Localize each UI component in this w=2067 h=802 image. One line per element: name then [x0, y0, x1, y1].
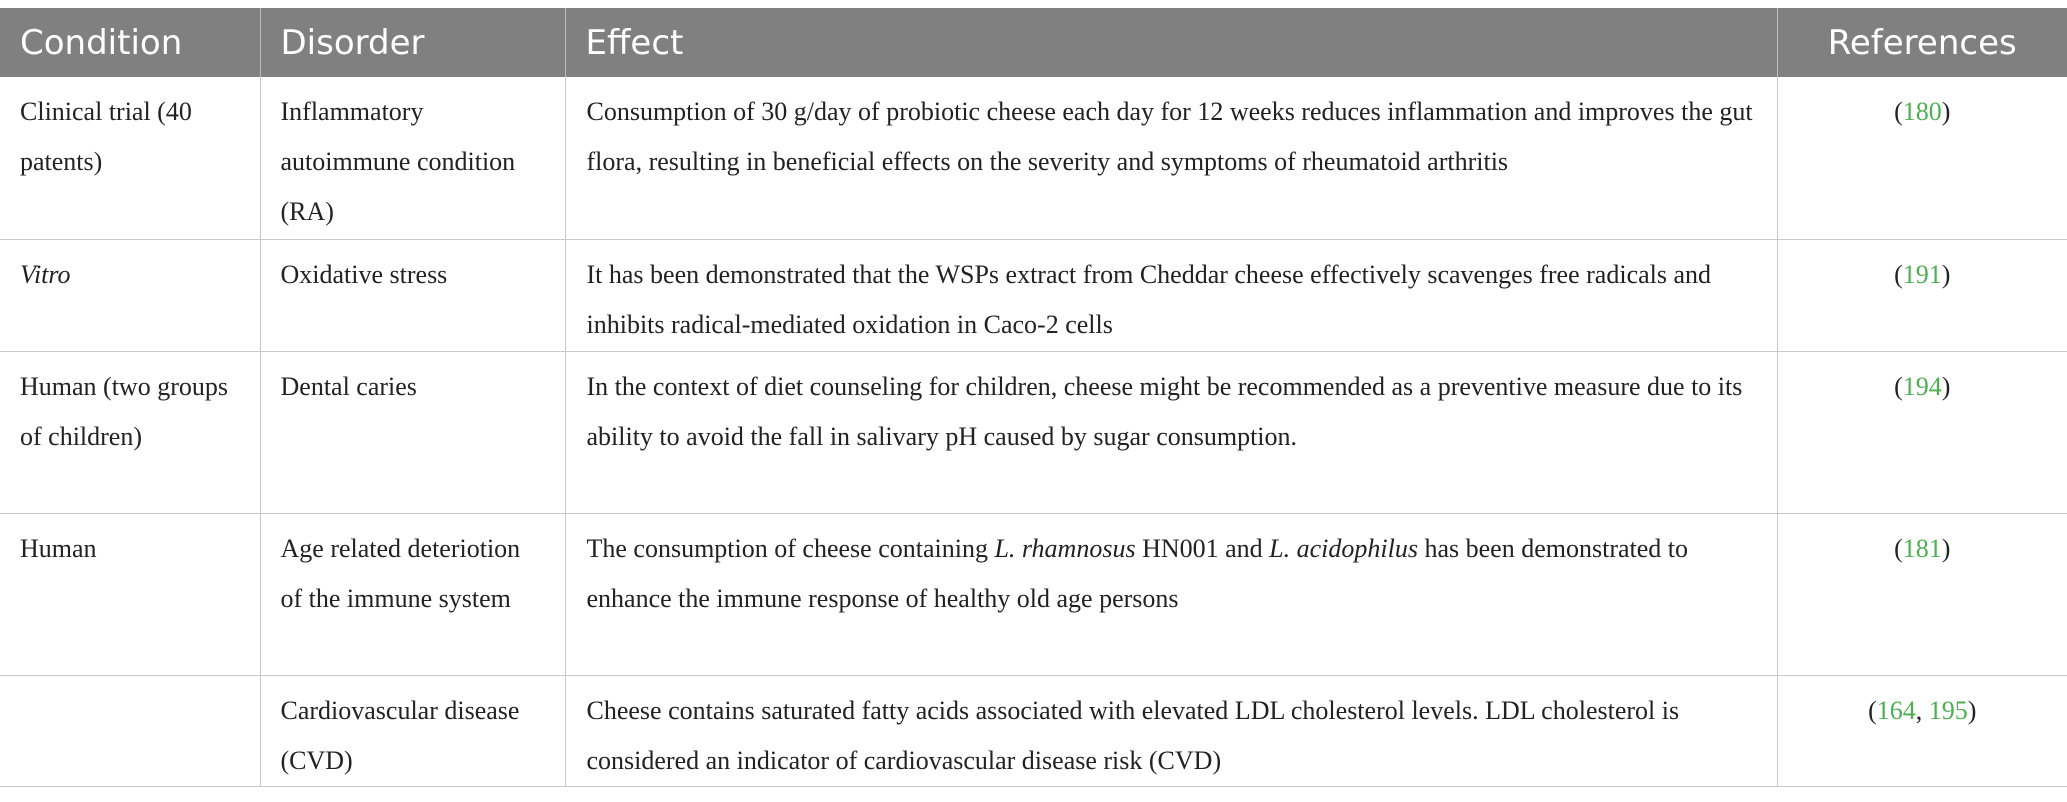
header-references: References — [1777, 8, 2067, 77]
table-row — [0, 351, 2067, 513]
reference-link[interactable]: 191 — [1902, 259, 1942, 289]
effect-cell: Cheese contains saturated fatty acids associated with elevated LDL cholesterol levels. LDL cholesterol is considered an indicator of cardiovascular disease risk (CVD) — [565, 675, 1777, 786]
ref-open-paren: ( — [1894, 533, 1903, 563]
reference-link[interactable]: 194 — [1902, 371, 1942, 401]
ref-close-paren: ) — [1941, 371, 1951, 401]
table-row — [0, 675, 2067, 786]
effect-text: The consumption of cheese containing — [586, 533, 995, 563]
ref-close-paren: ) — [1941, 259, 1951, 289]
effect-text: HN001 and — [1135, 533, 1270, 563]
condition-cell: Clinical trial (40 patents) — [0, 77, 260, 239]
effect-cell: In the context of diet counseling for children, cheese might be recommended as a preventive measure due to its ability to avoid the fall in salivary pH caused by sugar consumption. — [565, 351, 1777, 513]
disorder-cell: Dental caries — [260, 351, 565, 513]
header-condition: Condition — [0, 8, 260, 77]
ref-open-paren: ( — [1894, 259, 1903, 289]
condition-cell: Human (two groups of children) — [0, 351, 260, 513]
header-row — [0, 8, 2067, 77]
references-cell — [1777, 77, 2067, 239]
reference-link[interactable]: 180 — [1902, 97, 1942, 126]
ref-close-paren: ) — [1941, 533, 1951, 563]
table-row — [0, 77, 2067, 239]
health-effects-table — [0, 8, 2067, 787]
disorder-cell: Age related deteriotion of the immune system — [260, 513, 565, 675]
disorder-cell: Inflammatory autoimmune condition (RA) — [260, 77, 565, 239]
condition-cell — [0, 675, 260, 786]
header-effect: Effect — [565, 8, 1777, 77]
ref-open-paren: ( — [1894, 97, 1903, 126]
condition-cell: Human — [0, 513, 260, 675]
species-name: L. acidophilus — [1269, 533, 1418, 563]
reference-link[interactable]: 195 — [1928, 695, 1968, 725]
header-disorder: Disorder — [260, 8, 565, 77]
species-name: L. rhamnosus — [994, 533, 1136, 563]
table-row — [0, 513, 2067, 675]
ref-open-paren: ( — [1894, 371, 1903, 401]
ref-separator: , — [1915, 695, 1929, 725]
effect-cell — [565, 513, 1777, 675]
ref-open-paren: ( — [1868, 695, 1877, 725]
references-cell — [1777, 239, 2067, 351]
references-cell — [1777, 675, 2067, 786]
references-cell — [1777, 351, 2067, 513]
effect-text: has been demonstrated to enhance the immune response of healthy old age persons — [586, 533, 1688, 613]
effect-cell: Consumption of 30 g/day of probiotic cheese each day for 12 weeks reduces inflammation and improves the gut flora, resulting in beneficial effects on the severity and symptoms of rheumatoid arthritis — [565, 77, 1777, 239]
references-cell — [1777, 513, 2067, 675]
disorder-cell: Oxidative stress — [260, 239, 565, 351]
table-row — [0, 239, 2067, 351]
condition-text: Vitro — [20, 259, 71, 289]
reference-link[interactable]: 164 — [1876, 695, 1916, 725]
ref-close-paren: ) — [1941, 97, 1951, 126]
condition-cell — [0, 239, 260, 351]
effect-cell: It has been demonstrated that the WSPs extract from Cheddar cheese effectively scavenges free radicals and inhibits radical-mediated oxidation in Caco-2 cells — [565, 239, 1777, 351]
ref-close-paren: ) — [1967, 695, 1977, 725]
disorder-cell: Cardiovascular disease (CVD) — [260, 675, 565, 786]
reference-link[interactable]: 181 — [1902, 533, 1942, 563]
